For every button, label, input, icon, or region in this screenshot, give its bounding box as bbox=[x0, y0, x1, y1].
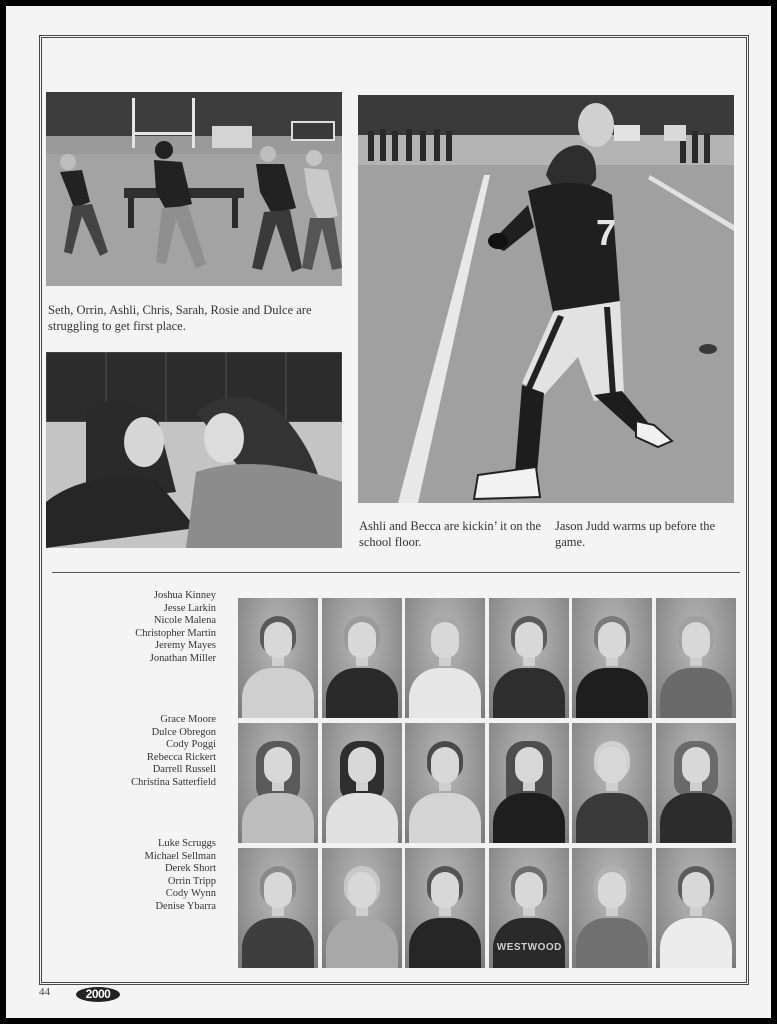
student-name: Orrin Tripp bbox=[167, 875, 216, 887]
student-name: Grace Moore bbox=[160, 714, 216, 725]
student-portrait bbox=[322, 848, 402, 968]
name-list-row-1 bbox=[46, 590, 216, 666]
student-name: Christina Satterfield bbox=[131, 776, 216, 788]
student-name: Luke Scruggs bbox=[157, 838, 216, 849]
student-portrait bbox=[238, 723, 318, 843]
student-name: Denise Ybarra bbox=[155, 900, 216, 912]
student-portrait bbox=[489, 598, 569, 718]
girls-floor-illustration bbox=[46, 352, 342, 548]
student-portrait bbox=[489, 848, 569, 968]
yearbook-page bbox=[6, 6, 771, 1018]
student-name: Jeremy Mayes bbox=[155, 640, 216, 652]
student-name: Jonathan Miller bbox=[149, 652, 216, 664]
student-name: Jesse Larkin bbox=[163, 602, 216, 614]
student-name: Derek Short bbox=[164, 863, 216, 875]
student-name: Cody Poggi bbox=[166, 739, 216, 751]
section-divider bbox=[52, 572, 740, 573]
student-portrait bbox=[238, 598, 318, 718]
student-portrait bbox=[572, 848, 652, 968]
student-name: Michael Sellman bbox=[144, 850, 216, 862]
student-name: Dulce Obregon bbox=[151, 726, 216, 738]
girls-floor-photo bbox=[46, 352, 342, 548]
student-name: Cody Wynn bbox=[165, 888, 216, 900]
bench-race-caption: Seth, Orrin, Ashli, Chris, Sarah, Rosie and Dulce are struggling to get first place. bbox=[48, 303, 312, 333]
name-list-row-3 bbox=[46, 838, 216, 914]
jersey-number: 7 bbox=[596, 212, 617, 253]
student-name: Rebecca Rickert bbox=[146, 751, 216, 763]
portrait-grid bbox=[238, 598, 736, 968]
student-portrait bbox=[405, 848, 485, 968]
bench-race-photo bbox=[46, 92, 342, 286]
student-portrait bbox=[238, 848, 318, 968]
student-name: Darrell Russell bbox=[152, 764, 216, 776]
student-name: Joshua Kinney bbox=[153, 590, 216, 601]
bench-race-illustration bbox=[46, 92, 342, 286]
student-name: Christopher Martin bbox=[135, 627, 216, 639]
quarterback-illustration bbox=[358, 95, 734, 503]
student-portrait bbox=[656, 598, 736, 718]
student-portrait bbox=[656, 723, 736, 843]
student-name: Nicole Malena bbox=[153, 615, 216, 627]
student-portrait bbox=[489, 723, 569, 843]
student-portrait bbox=[405, 723, 485, 843]
student-portrait bbox=[656, 848, 736, 968]
student-portrait bbox=[572, 598, 652, 718]
student-portrait bbox=[572, 723, 652, 843]
student-portrait bbox=[405, 598, 485, 718]
quarterback-photo bbox=[358, 95, 734, 503]
student-portrait bbox=[322, 723, 402, 843]
name-list-row-2 bbox=[46, 714, 216, 790]
shirt-text: WESTWOOD bbox=[496, 942, 562, 953]
page-number: 44 bbox=[39, 986, 50, 998]
student-portrait bbox=[322, 598, 402, 718]
quarterback-caption: Jason Judd warms up before the game. bbox=[555, 519, 716, 549]
girls-floor-caption: Ashli and Becca are kickin’ it on the school floor. bbox=[359, 519, 541, 549]
yearbook-year-badge: 2000 bbox=[76, 987, 120, 1002]
